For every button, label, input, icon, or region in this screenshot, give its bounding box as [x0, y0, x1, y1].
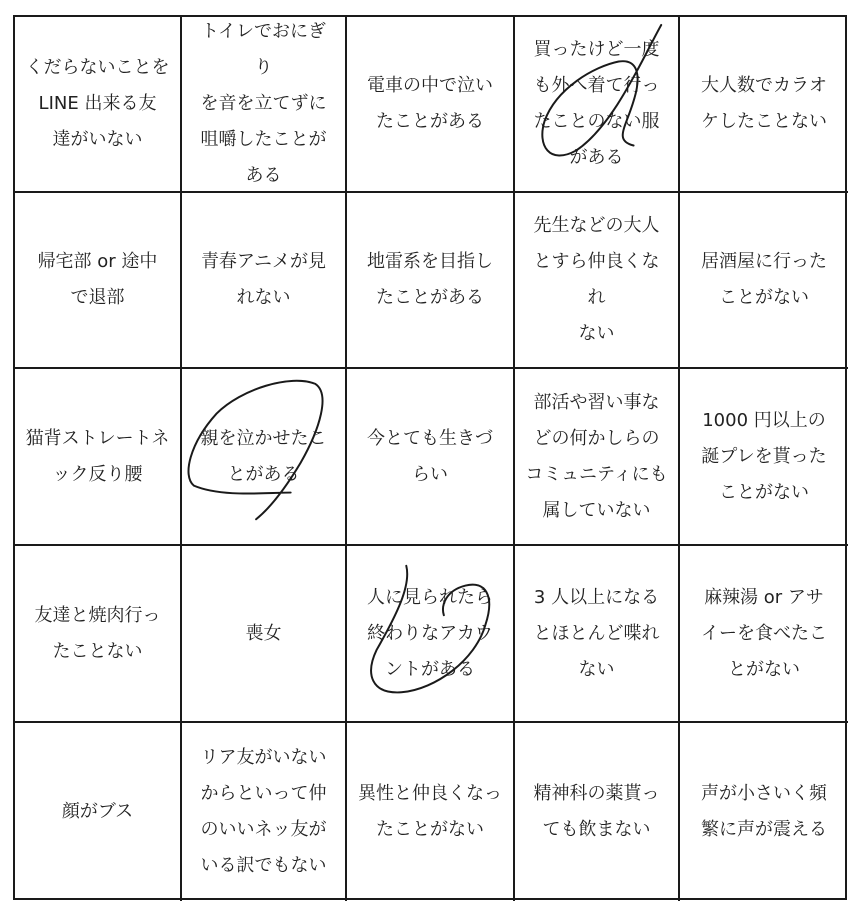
bingo-cell-text: 青春アニメが見 れない	[200, 251, 327, 308]
bingo-cell-text: 精神科の薬貰っ ても飲まない	[533, 783, 660, 840]
bingo-cell-text: 1000 円以上の 誕プレを貰った ことがない	[701, 409, 827, 503]
bingo-cell-text: 声が小さいく頻 繁に声が震える	[701, 783, 827, 840]
bingo-cell[interactable]	[347, 17, 515, 193]
bingo-cell-marked[interactable]	[182, 369, 347, 546]
bingo-board	[13, 15, 847, 900]
bingo-cell-marked[interactable]	[515, 17, 680, 193]
bingo-cell-text: 人に見られたら 終わりなアカウ ントがある	[367, 586, 493, 680]
bingo-cell[interactable]	[680, 369, 848, 546]
bingo-cell-text: 友達と焼肉行っ たことない	[34, 604, 161, 662]
bingo-cell[interactable]	[15, 17, 182, 193]
bingo-cell-text: 部活や習い事な どの何かしらの コミュニティにも 属していない	[525, 391, 668, 521]
bingo-cell[interactable]	[347, 369, 515, 546]
bingo-cell-text: 買ったけど一度 も外へ着て行っ たことのない服 がある	[533, 39, 660, 168]
bingo-cell[interactable]	[182, 723, 347, 901]
bingo-cell[interactable]	[182, 546, 347, 723]
bingo-cell[interactable]	[515, 369, 680, 546]
bingo-cell-text: 猫背ストレートネ ック反り腰	[25, 427, 170, 485]
bingo-cell[interactable]	[347, 193, 515, 369]
bingo-cell-text: 帰宅部 or 途中 で退部	[37, 251, 158, 308]
bingo-cell[interactable]	[182, 17, 347, 193]
bingo-cell[interactable]	[15, 546, 182, 723]
bingo-cell[interactable]	[15, 193, 182, 369]
bingo-cell[interactable]	[515, 193, 680, 369]
bingo-cell-text: 電車の中で泣い たことがある	[367, 75, 493, 132]
bingo-cell[interactable]	[15, 723, 182, 901]
bingo-cell-text: 親を泣かせたこ とがある	[200, 427, 327, 485]
bingo-cell[interactable]	[182, 193, 347, 369]
bingo-cell-text: くだらないことを LINE 出来る友 達がいない	[25, 57, 170, 150]
bingo-cell[interactable]	[680, 723, 848, 901]
bingo-cell[interactable]	[515, 546, 680, 723]
bingo-cell-text: トイレでおにぎり を音を立てずに 咀嚼したことが ある	[200, 21, 327, 186]
bingo-cell-text: 異性と仲良くなっ たことがない	[358, 783, 502, 840]
bingo-cell-text: リア友がいない からといって仲 のいいネッ友が いる訳でもない	[200, 747, 327, 876]
bingo-cell-text: 麻辣湯 or アサ イーを食べたこ とがない	[701, 586, 827, 680]
bingo-cell-text: 居酒屋に行った ことがない	[701, 251, 827, 308]
bingo-cell[interactable]	[515, 723, 680, 901]
bingo-cell-text: 喪女	[245, 622, 282, 644]
bingo-cell-text: 今とても生きづ らい	[367, 427, 493, 485]
bingo-cell[interactable]	[680, 546, 848, 723]
bingo-cell-marked[interactable]	[347, 546, 515, 723]
bingo-cell[interactable]	[347, 723, 515, 901]
bingo-cell-text: 地雷系を目指し たことがある	[367, 251, 493, 308]
bingo-cell-text: 大人数でカラオ ケしたことない	[701, 75, 827, 132]
bingo-cell[interactable]	[680, 193, 848, 369]
bingo-cell[interactable]	[680, 17, 848, 193]
bingo-cell-text: 先生などの大人 とすら仲良くなれ ない	[533, 215, 660, 344]
bingo-cell-text: 3 人以上になる とほとんど喋れ ない	[533, 586, 660, 680]
bingo-cell[interactable]	[15, 369, 182, 546]
bingo-cell-text: 顔がブス	[61, 801, 134, 822]
